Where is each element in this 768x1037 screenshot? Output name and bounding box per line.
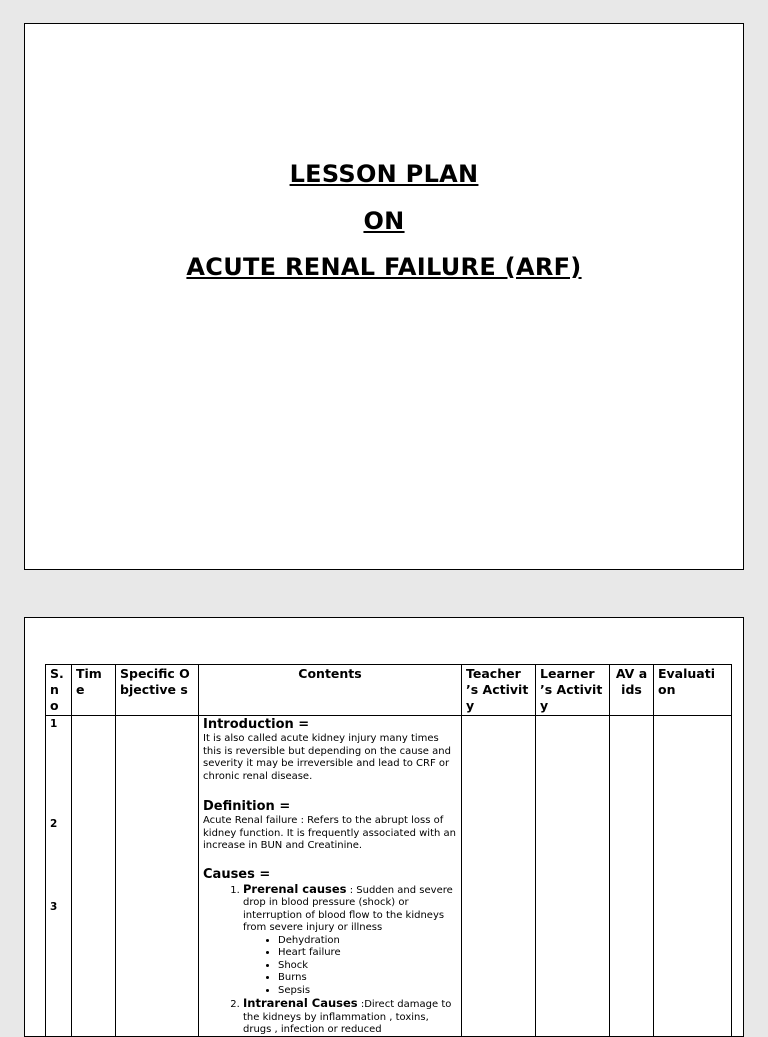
serial-number: 1 — [50, 718, 57, 730]
contents-cell — [199, 716, 462, 1037]
introduction-heading: Introduction = — [203, 717, 457, 733]
header-sno: S. n o — [46, 665, 72, 716]
list-item: • Sepsis — [278, 985, 457, 998]
causes-list — [203, 883, 457, 1037]
header-objectives: Specific Objective s — [116, 665, 199, 716]
av-aids-cell — [610, 716, 654, 1037]
lesson-plan-table — [45, 664, 732, 1037]
list-item: • Burns — [278, 972, 457, 985]
header-learner-activity: Learner ’s Activity — [536, 665, 610, 716]
table-row — [46, 716, 732, 1037]
serial-number: 3 — [50, 901, 57, 913]
prerenal-text: : Sudden and severe drop in blood pressure (shock) or interruption of blood flow to the kidneys from severe injury or illness — [243, 885, 453, 934]
title-line-2: ON — [25, 207, 743, 235]
header-contents: Contents — [199, 665, 462, 716]
teacher-activity-cell — [462, 716, 536, 1037]
prerenal-items — [243, 935, 457, 998]
list-item: • Dehydration — [278, 935, 457, 948]
evaluation-cell — [654, 716, 732, 1037]
header-row — [46, 665, 732, 716]
list-item — [243, 883, 457, 998]
title-line-3: ACUTE RENAL FAILURE (ARF) — [25, 253, 743, 281]
title-line-1: LESSON PLAN — [25, 160, 743, 188]
serial-cell — [46, 716, 72, 1037]
learner-activity-cell — [536, 716, 610, 1037]
definition-text: Acute Renal failure : Refers to the abrupt loss of kidney function. It is frequently associated with an increase in BUN and Creatinine. — [203, 815, 457, 853]
introduction-text: It is also called acute kidney injury many times this is reversible but depending on the cause and severity it may be irreversible and lead to CRF or chronic renal disease. — [203, 733, 457, 783]
title-page — [24, 23, 744, 570]
header-evaluation: Evaluati on — [654, 665, 732, 716]
time-cell — [72, 716, 116, 1037]
header-av-aids: AV aids — [610, 665, 654, 716]
header-teacher-activity: Teacher ’s Activity — [462, 665, 536, 716]
header-time: Tim e — [72, 665, 116, 716]
prerenal-title: Prerenal causes — [243, 882, 347, 896]
objectives-cell — [116, 716, 199, 1037]
list-item: • Shock — [278, 960, 457, 973]
serial-number: 2 — [50, 818, 57, 830]
lesson-plan-page — [24, 617, 744, 1037]
causes-heading: Causes = — [203, 867, 457, 883]
list-item — [243, 997, 457, 1037]
list-item: • Heart failure — [278, 947, 457, 960]
definition-heading: Definition = — [203, 799, 457, 815]
intrarenal-title: Intrarenal Causes — [243, 996, 358, 1010]
intrarenal-text: :Direct damage to the kidneys by inflammation , toxins, drugs , infection or reduced — [243, 999, 451, 1035]
